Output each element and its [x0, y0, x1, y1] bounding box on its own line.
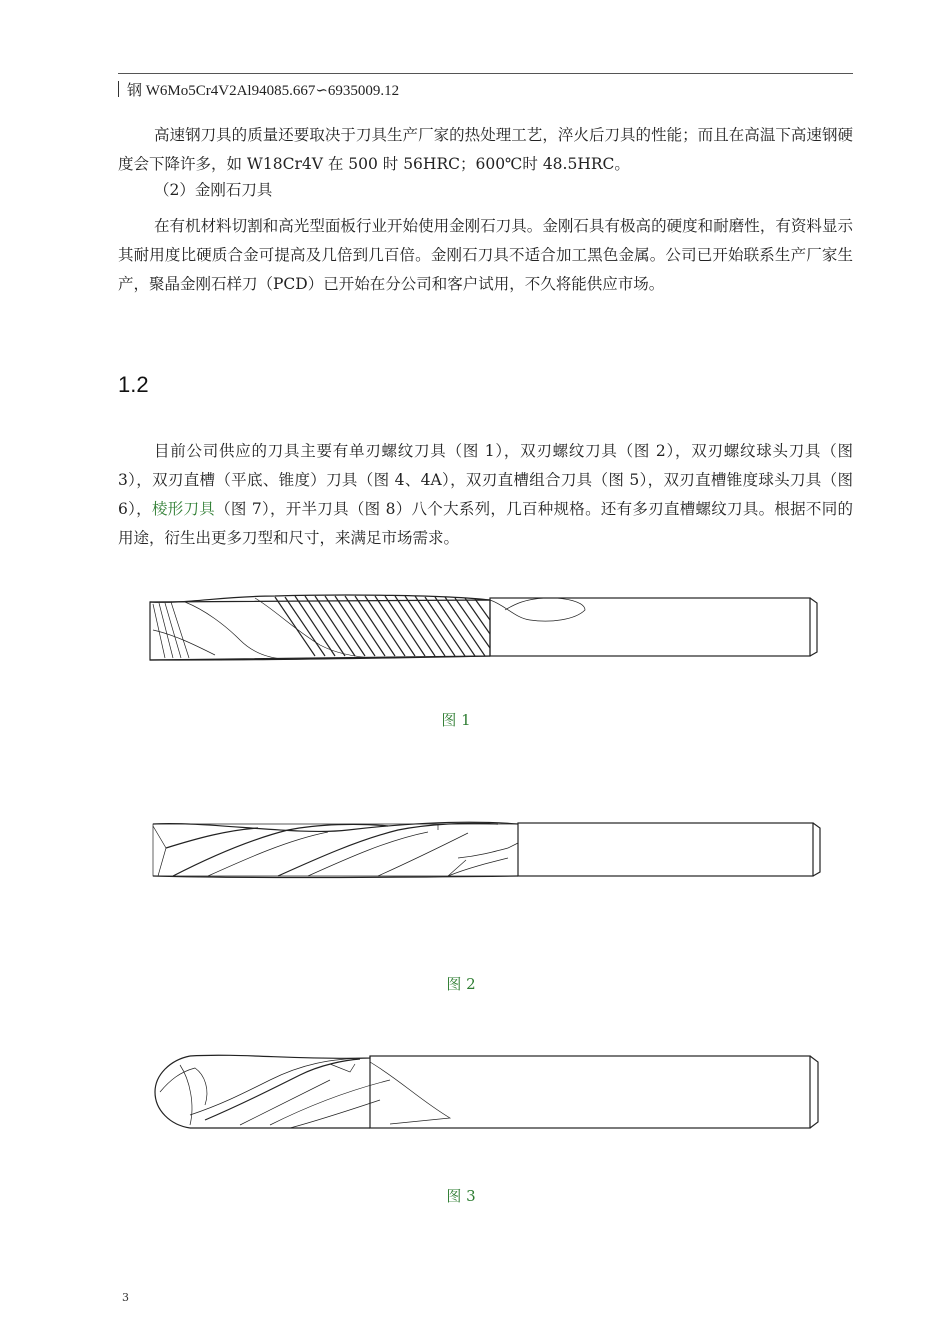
- double-flute-ball-nose-cutter-icon: [150, 1050, 830, 1135]
- figure-3-caption: 图 3: [446, 1187, 476, 1205]
- paragraph-text-end: （图 7），开半刀具（图 8）八个大系列，几百种规格。还有多刃直槽螺纹刀具。根据不同的用途，衍生出更多刀型和尺寸，来满足市场需求。: [118, 500, 853, 547]
- prismatic-cutter-link[interactable]: 棱形刀具: [151, 500, 216, 518]
- paragraph-text-start: 目前公司供应的刀具主要有单刃螺纹刀具（图 1），双刃螺纹刀具（图 2），双刃螺纹球头刀具（图 3），双刃直槽（平底、锥度）刀具（图 4、4A），双刃直槽组合刀具（图 5），双刃直槽锥度球头刀具（图 6），: [118, 442, 853, 518]
- header-text: 钢 W6Mo5Cr4V2Al94085.667∽6935009.12: [127, 83, 400, 99]
- single-flute-spiral-cutter-icon: [145, 590, 825, 665]
- section-heading: 1.2: [118, 372, 149, 397]
- paragraph-product-lines: [118, 437, 853, 553]
- header-rule: [118, 73, 853, 74]
- running-header: [118, 79, 399, 100]
- page-number: 3: [122, 1291, 129, 1304]
- header-bar: [118, 81, 119, 97]
- subheading-diamond-tools: （2）金刚石刀具: [154, 181, 273, 199]
- paragraph-hss-quality: 高速钢刀具的质量还要取决于刀具生产厂家的热处理工艺，淬火后刀具的性能；而且在高温下高速钢硬度会下降许多，如 W18Cr4V 在 500 时 56HRC；600℃时 48.5HRC。: [118, 126, 853, 173]
- paragraph-diamond-tools: 在有机材料切割和高光型面板行业开始使用金刚石刀具。金刚石具有极高的硬度和耐磨性，有资料显示其耐用度比硬质合金可提高及几倍到几百倍。金刚石刀具不适合加工黑色金属。公司已开始联系生产厂家生产，聚晶金刚石样刀（PCD）已开始在分公司和客户试用，不久将能供应市场。: [118, 217, 853, 293]
- double-flute-spiral-cutter-icon: [148, 818, 828, 883]
- figure-1-caption: 图 1: [441, 711, 471, 729]
- figure-2-caption: 图 2: [446, 975, 476, 993]
